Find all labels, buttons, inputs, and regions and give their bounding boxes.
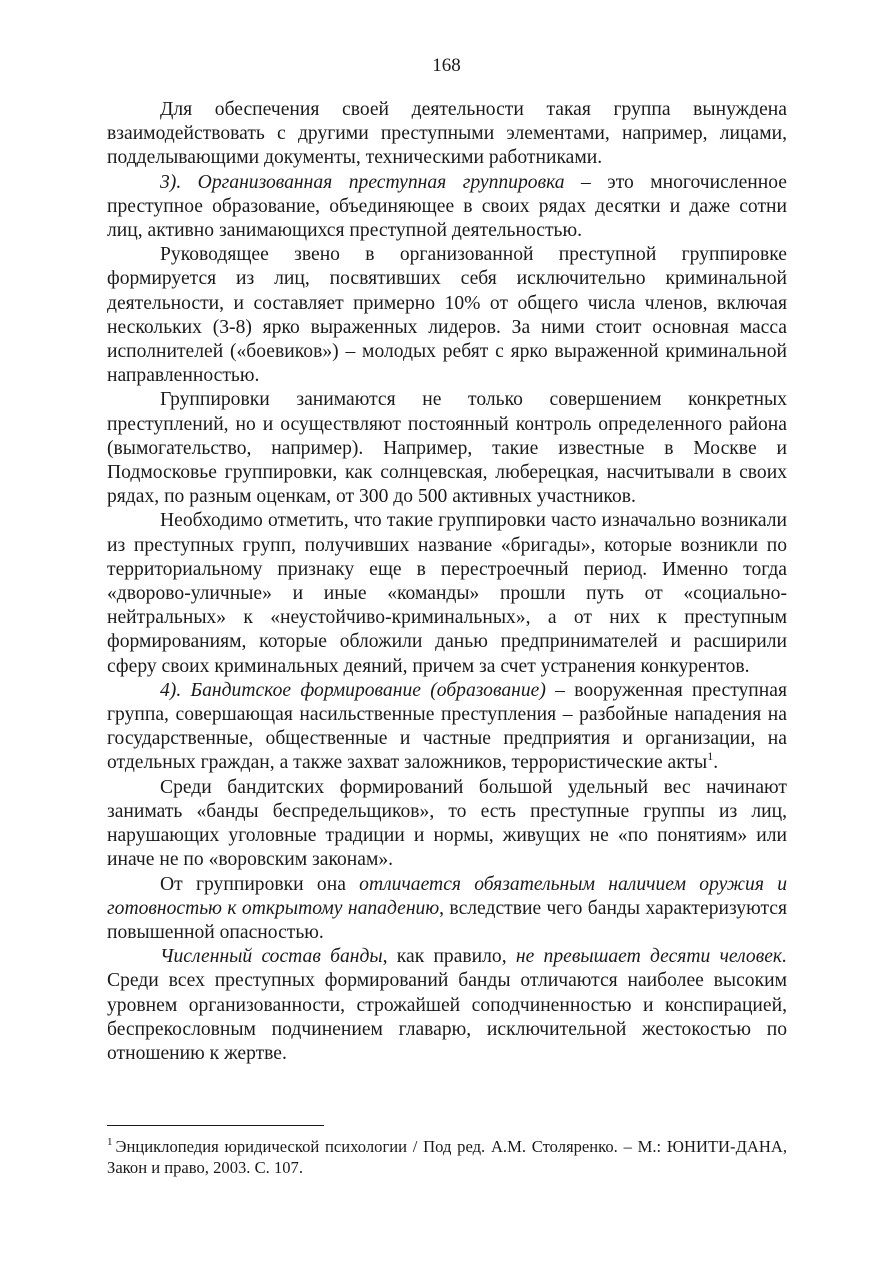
paragraph-4 [107,388,787,509]
paragraph-8 [107,873,787,946]
page-number: 168 [432,55,461,76]
paragraph-7 [107,776,787,873]
footnote-reference[interactable]: 1 [707,749,714,764]
emphasis-text: не превышает десяти человек. [515,946,787,968]
paragraph-mid: , как правило, [382,946,516,968]
paragraph-1 [107,98,787,171]
footnote-mark: 1 [107,1136,113,1148]
paragraph-6 [107,679,787,776]
paragraph-text: Среди бандитских формирований большой удельный вес начинают занимать «банды беспредельщиков», то есть преступные группы из лиц, нарушающих уголовные традиции и нормы, живущих не «по понятиям» или иначе не по «воровским законам». [107,776,787,871]
paragraph-text: Для обеспечения своей деятельности такая группа вынуждена взаимодействовать с другими преступными элементами, например, лицами, подделывающими документы, техническими работниками. [107,99,787,169]
emphasis-text: Численный состав банды [160,946,383,968]
paragraph-lead: От группировки она [160,873,360,895]
paragraph-text: Необходимо отметить, что такие группировки часто изначально возникали из преступных групп, получивших название «бригады», которые возникли по территориальному признаку еще в перестроечный период. Именно тогда «дворово-уличные» и иные «команды» прошли путь от «социально-нейтральных» к «неустойчиво-криминальных», а от них к преступным формированиям, которые обложили данью предпринимателей и расширили сферу своих криминальных деяний, причем за счет устранения конкурентов. [107,510,787,677]
paragraph-tail: . [713,752,719,774]
term-bandit-formation: 4). Бандитское формирование (образование) [160,679,546,701]
paragraph-text: – это многочисленное преступное образование, объединяющее в своих рядах десятки и даже сотни лиц, активно занимающихся преступной деятельностью. [107,171,787,242]
main-text [107,98,787,1066]
footnote-divider [107,1125,324,1126]
paragraph-text: Группировки занимаются не только совершением конкретных преступлений, но и осуществляют постоянный контроль определенного района (вымогательство, например). Например, такие известные в Москве и Подмосковье группировки, как солнцевская, люберецкая, насчитывали в своих рядах, по разным оценкам, от 300 до 500 активных участников. [107,389,787,508]
paragraph-3 [107,243,787,388]
paragraph-9 [107,945,787,1066]
paragraph-text: Руководящее звено в организованной преступной группировке формируется из лиц, посвятивших себя исключительно криминальной деятельности, и составляет примерно 10% от общего числа членов, включая нескольких (3-8) ярко выраженных лидеров. За ними стоит основная масса исполнителей («боевиков») – молодых ребят с ярко выраженной криминальной направленностью. [107,244,787,387]
emphasis-text: отличается обязательным наличием оружия и готовностью к открытому нападению [107,873,787,919]
paragraph-text: Среди всех преступных формирований банды отличаются наиболее высоким уровнем организованности, строжайшей соподчиненностью и конспирацией, беспрекословным подчинением главарю, исключительной жестокостью по отношению к жертве. [107,970,787,1064]
footnote [107,1136,787,1178]
paragraph-5 [107,509,787,678]
paragraph-text: – вооруженная преступная группа, совершающая насильственные преступления – разбойные нападения на государственные, общественные и частные предприятия и организации, на отдельных граждан, а также захват заложников, террористические акты [107,679,787,774]
footnote-text: Энциклопедия юридической психологии / Под ред. А.М. Столяренко. – М.: ЮНИТИ-ДАНА, Закон и право, 2003. С. 107. [107,1137,787,1177]
term-organized-group: 3). Организованная преступная группировка [160,171,565,193]
paragraph-2 [107,171,787,244]
paragraph-text: , вследствие чего банды характеризуются повышенной опасностью. [107,897,787,943]
